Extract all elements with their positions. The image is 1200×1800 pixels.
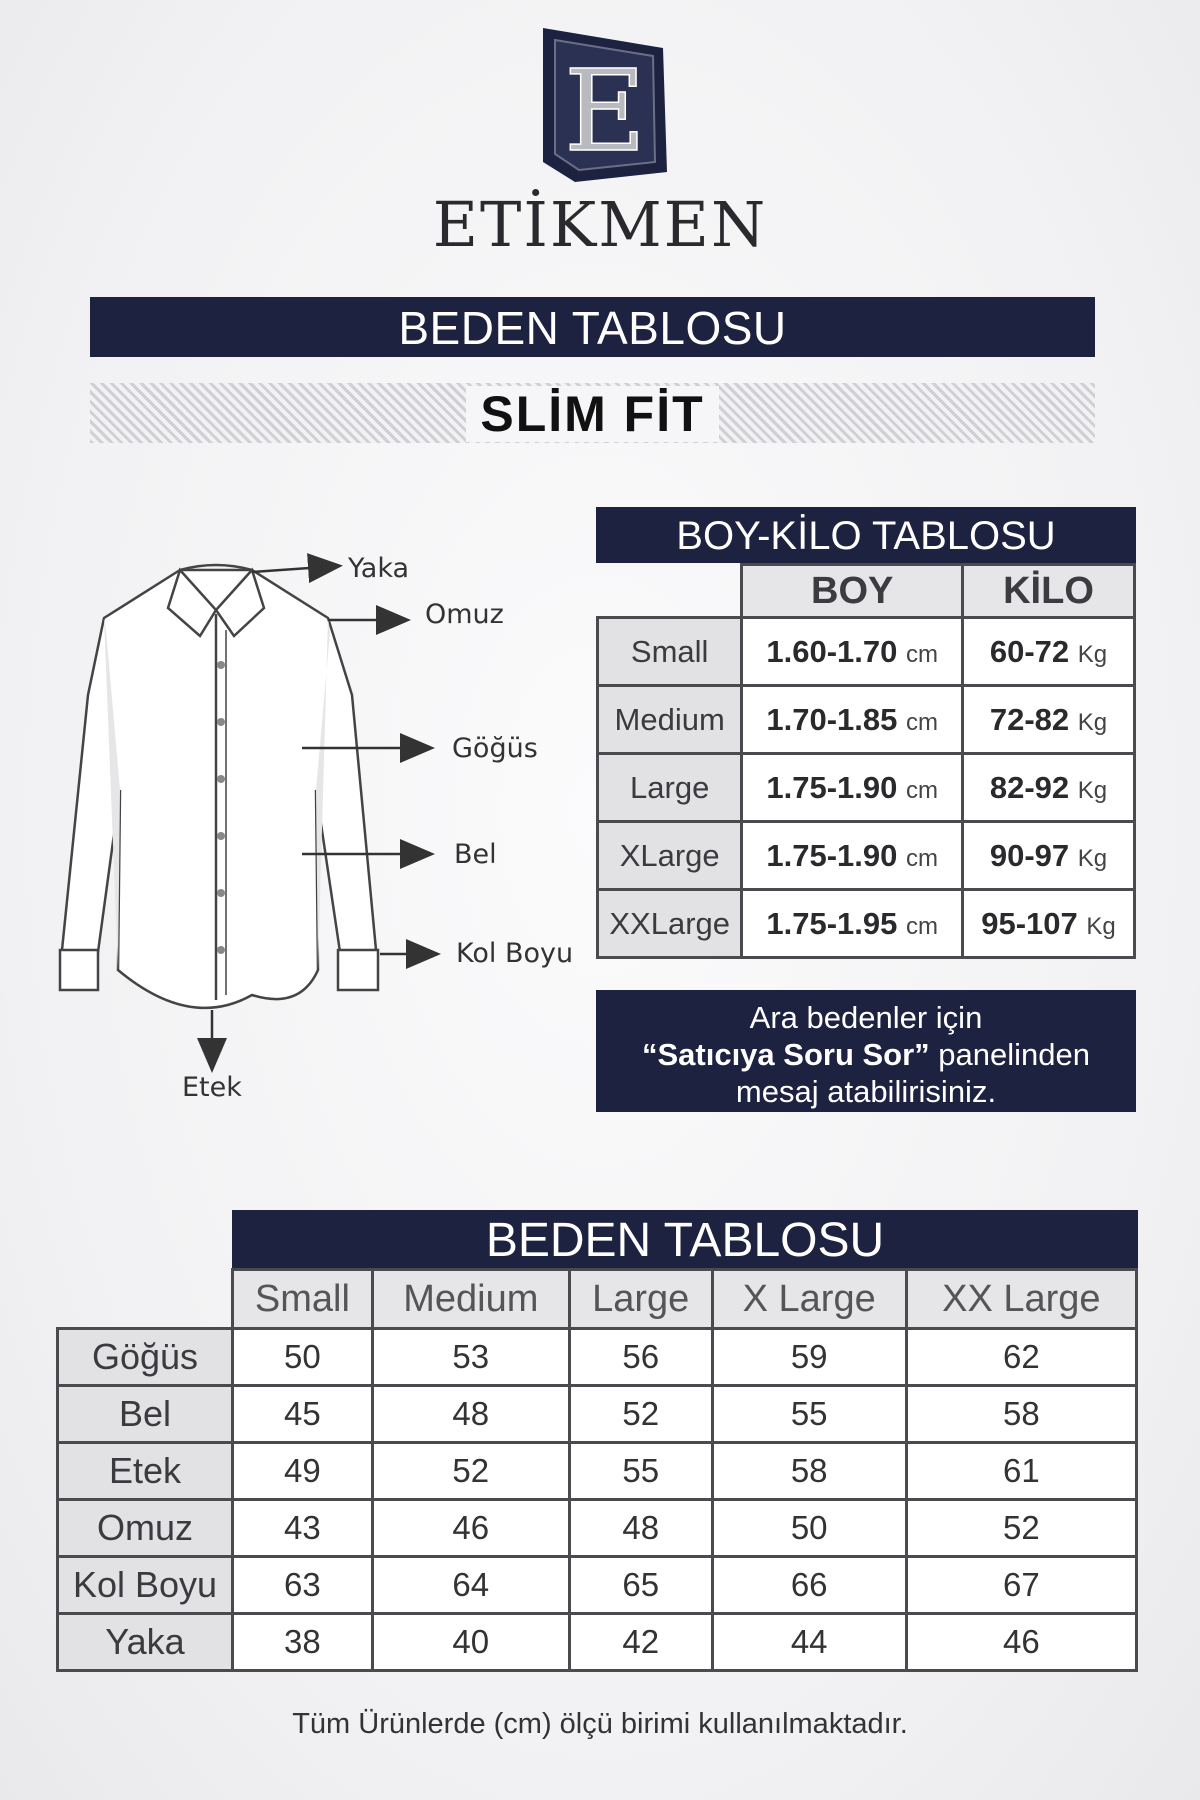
table-cell: 38 (233, 1614, 373, 1671)
table-row (598, 618, 1135, 686)
size-table-corner (58, 1270, 233, 1329)
table-cell: 40 (372, 1614, 569, 1671)
boy-number: 1.75-1.95 (766, 905, 898, 941)
boy-unit: cm (906, 640, 938, 668)
table-cell: 45 (233, 1386, 373, 1443)
table-row (58, 1500, 1137, 1557)
shirt-outline-icon (60, 565, 378, 1008)
table-cell: 61 (906, 1443, 1136, 1500)
boy-value (742, 618, 963, 686)
column-header-small: Small (233, 1270, 373, 1329)
boy-unit: cm (906, 844, 938, 872)
boy-kilo-table (596, 507, 1136, 959)
row-label-kol-boyu: Kol Boyu (58, 1557, 233, 1614)
kilo-number: 72-82 (989, 701, 1070, 737)
row-label-yaka: Yaka (58, 1614, 233, 1671)
label-gogus: Göğüs (452, 733, 538, 764)
label-yaka: Yaka (348, 553, 410, 584)
kilo-number: 95-107 (981, 905, 1078, 941)
table-cell: 50 (233, 1329, 373, 1386)
logo-letter: E (564, 47, 646, 177)
size-table (56, 1268, 1138, 1672)
table-row (58, 1557, 1137, 1614)
note-line-2-rest: panelinden (929, 1037, 1091, 1072)
row-label-gogus: Göğüs (58, 1329, 233, 1386)
table-cell: 42 (569, 1614, 712, 1671)
column-header-xlarge: X Large (712, 1270, 906, 1329)
column-header-medium: Medium (372, 1270, 569, 1329)
boy-value (742, 686, 963, 754)
page-title: BEDEN TABLOSU (90, 297, 1095, 357)
kilo-unit: Kg (1077, 844, 1108, 872)
table-cell: 55 (712, 1386, 906, 1443)
fit-subtitle (90, 383, 1095, 443)
table-cell: 63 (233, 1557, 373, 1614)
shirt-diagram (40, 540, 600, 1100)
fit-subtitle-text: SLİM FİT (466, 386, 718, 442)
table-cell: 48 (569, 1500, 712, 1557)
boy-unit: cm (906, 708, 938, 736)
boy-value (742, 822, 963, 890)
kilo-number: 60-72 (989, 633, 1070, 669)
table-row (58, 1329, 1137, 1386)
table-cell: 49 (233, 1443, 373, 1500)
row-label-etek: Etek (58, 1443, 233, 1500)
table-cell: 65 (569, 1557, 712, 1614)
table-cell: 55 (569, 1443, 712, 1500)
column-header-xxlarge: XX Large (906, 1270, 1136, 1329)
boy-number: 1.75-1.90 (766, 769, 898, 805)
label-etek: Etek (182, 1072, 242, 1103)
boy-kilo-title: BOY-KİLO TABLOSU (596, 507, 1136, 563)
table-cell: 58 (712, 1443, 906, 1500)
boy-unit: cm (906, 776, 938, 804)
note-line-3: mesaj atabilirisiniz. (735, 1074, 997, 1109)
note-line-2 (596, 1036, 1136, 1073)
unit-footnote: Tüm Ürünlerde (cm) ölçü birimi kullanılmaktadır. (292, 1708, 908, 1740)
label-bel: Bel (454, 839, 497, 870)
table-cell: 56 (569, 1329, 712, 1386)
column-header-boy: BOY (742, 565, 963, 618)
row-size-label: Small (598, 618, 742, 686)
note-line-1: Ara bedenler için (749, 1000, 983, 1035)
size-table-title: BEDEN TABLOSU (232, 1210, 1138, 1270)
boy-value (742, 754, 963, 822)
table-cell: 46 (372, 1500, 569, 1557)
table-cell: 64 (372, 1557, 569, 1614)
kilo-value (963, 618, 1135, 686)
table-cell: 48 (372, 1386, 569, 1443)
row-size-label: XXLarge (598, 890, 742, 958)
table-cell: 67 (906, 1557, 1136, 1614)
row-size-label: Large (598, 754, 742, 822)
table-row (598, 754, 1135, 822)
table-row (58, 1443, 1137, 1500)
column-header-kilo: KİLO (963, 565, 1135, 618)
table-cell: 50 (712, 1500, 906, 1557)
kilo-number: 90-97 (989, 837, 1070, 873)
table-cell: 66 (712, 1557, 906, 1614)
table-cell: 52 (569, 1386, 712, 1443)
row-size-label: XLarge (598, 822, 742, 890)
table-cell: 58 (906, 1386, 1136, 1443)
boy-unit: cm (906, 912, 938, 940)
row-label-bel: Bel (58, 1386, 233, 1443)
note-highlight: “Satıcıya Soru Sor” (641, 1037, 930, 1072)
table-cell: 62 (906, 1329, 1136, 1386)
table-row (598, 686, 1135, 754)
table-row (58, 1614, 1137, 1671)
boy-number: 1.75-1.90 (766, 837, 898, 873)
boy-number: 1.70-1.85 (766, 701, 898, 737)
kilo-unit: Kg (1077, 776, 1108, 804)
intermediate-size-note (596, 990, 1136, 1112)
table-cell: 59 (712, 1329, 906, 1386)
kilo-unit: Kg (1077, 708, 1108, 736)
table-cell: 53 (372, 1329, 569, 1386)
kilo-value (963, 822, 1135, 890)
kilo-value (963, 686, 1135, 754)
kilo-value (963, 890, 1135, 958)
boy-kilo-corner (598, 565, 742, 618)
table-row (58, 1386, 1137, 1443)
boy-number: 1.60-1.70 (766, 633, 898, 669)
table-cell: 52 (906, 1500, 1136, 1557)
table-cell: 43 (233, 1500, 373, 1557)
kilo-unit: Kg (1077, 640, 1108, 668)
table-row (598, 822, 1135, 890)
label-omuz: Omuz (425, 599, 504, 630)
table-cell: 52 (372, 1443, 569, 1500)
table-cell: 44 (712, 1614, 906, 1671)
row-size-label: Medium (598, 686, 742, 754)
kilo-number: 82-92 (989, 769, 1070, 805)
table-cell: 46 (906, 1614, 1136, 1671)
row-label-omuz: Omuz (58, 1500, 233, 1557)
boy-value (742, 890, 963, 958)
arrow-yaka-icon (252, 566, 338, 572)
kilo-value (963, 754, 1135, 822)
column-header-large: Large (569, 1270, 712, 1329)
label-kol-boyu: Kol Boyu (456, 938, 574, 969)
brand-name: ETİKMEN (432, 188, 768, 261)
table-row (598, 890, 1135, 958)
kilo-unit: Kg (1086, 912, 1116, 940)
brand-logo (535, 22, 675, 192)
